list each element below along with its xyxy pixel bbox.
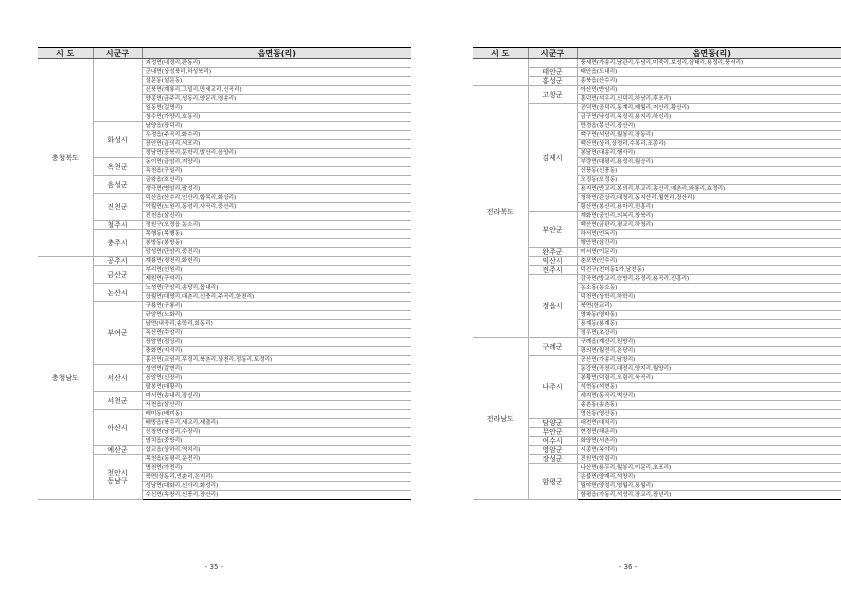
eupmyeondong-cell: 양종면(금주리,성동리,양문리,영송리) (142, 95, 411, 104)
sigungu-cell (93, 59, 142, 122)
table-row (38, 59, 411, 68)
eupmyeondong-cell: 충화면(지석리) (142, 347, 411, 356)
sigungu-cell: 예산군 (93, 446, 142, 455)
eupmyeondong-cell: 계화면(궁안리,의복리,창북리) (577, 212, 841, 221)
eupmyeondong-cell: 배방읍(북수리,세교리,세출리) (142, 419, 411, 428)
eupmyeondong-cell: 앙성면(단암리,중전리) (142, 248, 411, 257)
sigungu-cell: 익산시 (528, 257, 577, 266)
eupmyeondong-cell: 북면(한교리) (577, 302, 841, 311)
sigungu-cell: 영암군 (528, 446, 577, 455)
sigungu-cell: 서천군 (93, 392, 142, 410)
region-table-left (38, 47, 411, 500)
eupmyeondong-cell: 북면(상동리,연춘리,은지리) (142, 473, 411, 482)
table-row (38, 122, 411, 131)
sigungu-cell (528, 59, 577, 68)
eupmyeondong-cell: 신북면(계룡리,그밀리,만세교리,신곡리) (142, 86, 411, 95)
table-row (38, 176, 411, 185)
header-sigungu: 시군구 (528, 48, 577, 59)
eupmyeondong-cell: 생극면(병암리,팔성리) (142, 185, 411, 194)
sido-cell: 충청북도 (38, 59, 93, 257)
table-row (38, 392, 411, 401)
sigungu-cell: 공주시 (93, 257, 142, 266)
eupmyeondong-cell: 화양면(서촌리) (577, 437, 841, 446)
eupmyeondong-cell: 구룡면(구룡리) (142, 302, 411, 311)
eupmyeondong-cell: 장암면(점상리) (142, 338, 411, 347)
eupmyeondong-cell: 황산면(봉산리,용마리,진흥리) (577, 203, 841, 212)
eupmyeondong-cell: 현경면(해운리) (577, 428, 841, 437)
eupmyeondong-cell: 춘포면(인수리) (577, 257, 841, 266)
sigungu-cell: 음성군 (93, 176, 142, 194)
eupmyeondong-cell: 정남면(공북리,문학리,발산리,음양리) (142, 149, 411, 158)
eupmyeondong-cell: 공산면(가송리,남창리) (577, 356, 841, 365)
eupmyeondong-cell: 아산면(반암리) (577, 86, 841, 95)
eupmyeondong-cell: 청수면(가양리,호동리) (142, 113, 411, 122)
eupmyeondong-cell: 목천읍(동평리,운전리) (142, 455, 411, 464)
eupmyeondong-cell: 성연면(갈현리) (142, 365, 411, 374)
eupmyeondong-cell: 남면(내곡리,송학리,회동리) (142, 320, 411, 329)
eupmyeondong-cell: 염치읍(중방리) (142, 437, 411, 446)
header-sigungu: 시군구 (93, 48, 142, 59)
eupmyeondong-cell: 월야면(양정리,영월리,용월리) (577, 482, 841, 491)
table-row (38, 284, 411, 293)
eupmyeondong-cell: 음암면(신장리) (142, 374, 411, 383)
table-row (38, 257, 411, 266)
eupmyeondong-cell: 봉남면(대송리,행사리) (577, 149, 841, 158)
eupmyeondong-cell: 옥산면(수암리) (142, 329, 411, 338)
eupmyeondong-cell: 흥덕면(석우리,신덕리,하남리,후포리) (577, 95, 841, 104)
eupmyeondong-cell: 제원면(구억리) (142, 275, 411, 284)
sigungu-cell: 태안군 (528, 68, 577, 77)
eupmyeondong-cell: 남양읍(장덕리) (142, 122, 411, 131)
table-header-row (38, 48, 411, 59)
table-row (38, 221, 411, 230)
sigungu-cell: 진천군 (93, 194, 142, 221)
sigungu-cell: 서산시 (93, 365, 142, 392)
eupmyeondong-cell: 세지면(동곡리,벽산리) (577, 392, 841, 401)
table-row (473, 338, 841, 347)
sigungu-cell: 김제시 (528, 104, 577, 212)
eupmyeondong-cell: 배미동(배미동) (142, 410, 411, 419)
eupmyeondong-cell: 홍북읍(산수리) (577, 77, 841, 86)
sido-cell (473, 59, 528, 86)
eupmyeondong-cell: 백산면(금판리,평교리,하청리) (577, 221, 841, 230)
eupmyeondong-cell: 태안읍(도내리) (577, 68, 841, 77)
eupmyeondong-cell: 신창면(남성리,수장리) (142, 428, 411, 437)
eupmyeondong-cell: 동이면(금암리,지양리) (142, 158, 411, 167)
eupmyeondong-cell: 함평읍(가동리,석성리,장교리,장년리) (577, 491, 841, 500)
table-row (38, 410, 411, 419)
header-sido: 시 도 (473, 48, 528, 59)
table-row (473, 455, 841, 464)
eupmyeondong-cell: 마서면(송내리,장선리) (142, 392, 411, 401)
page-number-left: - 35 - (204, 563, 224, 571)
table-row (473, 59, 841, 68)
right-page (473, 47, 841, 500)
eupmyeondong-cell: 홍산면(교원리,무정리,북촌리,상천리,정동리,토정리) (142, 356, 411, 365)
sigungu-cell: 고창군 (528, 86, 577, 104)
eupmyeondong-cell: 정우면(초강리) (577, 329, 841, 338)
sigungu-cell: 홍성군 (528, 77, 577, 86)
eupmyeondong-cell: 진천읍(삼신리) (142, 212, 411, 221)
eupmyeondong-cell: 병천면(가전리) (142, 464, 411, 473)
sido-cell: 전라북도 (473, 86, 528, 338)
eupmyeondong-cell: 신풍동(신풍동) (577, 167, 841, 176)
eupmyeondong-cell: 성남면(대화리,신사리,화성리) (142, 482, 411, 491)
table-row (473, 437, 841, 446)
table-row (473, 419, 841, 428)
table-row (38, 365, 411, 374)
eupmyeondong-cell: 손불면(양재리,석창리) (577, 473, 841, 482)
eupmyeondong-cell: 일동면(길명리) (142, 104, 411, 113)
eupmyeondong-cell: 옥천읍(구일리) (142, 167, 411, 176)
eupmyeondong-cell: 덕진구(전미동1가,남전동) (577, 266, 841, 275)
eupmyeondong-cell: 나산면(용두리,월봉리,이문리,초포리) (577, 464, 841, 473)
eupmyeondong-cell: 금왕읍(호산리) (142, 176, 411, 185)
eupmyeondong-cell: 이월면(노원리,동성리,사곡리,중산리) (142, 203, 411, 212)
eupmyeondong-cell: 수신면(속창리,신풍리,장산리) (142, 491, 411, 500)
sigungu-cell: 천안시 동남구 (93, 455, 142, 500)
eupmyeondong-cell: 장안면(금의리,석포리) (142, 140, 411, 149)
table-row (473, 68, 841, 77)
eupmyeondong-cell: 삽교읍(상하리,역치리) (142, 446, 411, 455)
eupmyeondong-cell: 정원구(오정읍 농소리) (142, 221, 411, 230)
eupmyeondong-cell: 규암면(노화리) (142, 311, 411, 320)
eupmyeondong-cell: 설문동(설문동) (142, 77, 411, 86)
sigungu-cell: 부안군 (528, 212, 577, 248)
eupmyeondong-cell: 하서면(언독리) (577, 230, 841, 239)
sido-cell: 충청남도 (38, 257, 93, 500)
page-number-right: - 36 - (618, 563, 638, 571)
eupmyeondong-cell: 용계동(용계동) (577, 320, 841, 329)
sido-cell: 전라남도 (473, 338, 528, 500)
table-body-left (38, 59, 411, 500)
eupmyeondong-cell: 괴정면(내정리,판동리) (142, 59, 411, 68)
sigungu-cell: 전주시 (528, 266, 577, 275)
eupmyeondong-cell: 부량면(대평리,용성리,월승리) (577, 158, 841, 167)
table-row (38, 266, 411, 275)
eupmyeondong-cell: 덕산읍(산수리,인산리,합목리,화상리) (142, 194, 411, 203)
eupmyeondong-cell: 계룡면(경천리,화헌리) (142, 257, 411, 266)
eupmyeondong-cell: 영산동(영산동) (577, 410, 841, 419)
eupmyeondong-cell: 목행동(목행동) (142, 230, 411, 239)
region-table-right (473, 47, 841, 500)
table-row (473, 446, 841, 455)
eupmyeondong-cell: 동강면(곡천리,대전리,양지리,월양리) (577, 365, 841, 374)
header-sido: 시 도 (38, 48, 93, 59)
sigungu-cell: 무안군 (528, 428, 577, 437)
header-names: 읍면동(리) (142, 48, 411, 59)
sigungu-cell: 충주시 (93, 230, 142, 257)
eupmyeondong-cell: 감곡면(방교리,승방리,유정리,용곡리,진흥리) (577, 275, 841, 284)
table-row (38, 446, 411, 455)
table-row (473, 212, 841, 221)
sigungu-cell: 담양군 (528, 419, 577, 428)
eupmyeondong-cell: 이서면(이문리) (577, 248, 841, 257)
sigungu-cell: 논산시 (93, 284, 142, 302)
eupmyeondong-cell: 오정동(오정동) (577, 176, 841, 185)
eupmyeondong-cell: 군내면(상성북리,하성북리) (142, 68, 411, 77)
eupmyeondong-cell: 금구면(낙성리,옥성리,용지리,하신리) (577, 113, 841, 122)
table-row (473, 428, 841, 437)
table-row (473, 104, 841, 113)
table-row (473, 356, 841, 365)
eupmyeondong-cell: 대전면(대치리) (577, 419, 841, 428)
eupmyeondong-cell: 만경읍(몽산리,장산리) (577, 122, 841, 131)
eupmyeondong-cell: 진원면(학림리) (577, 455, 841, 464)
eupmyeondong-cell: 공덕면(공덕리,동계리,제월리,저산리,황산리) (577, 104, 841, 113)
table-row (38, 302, 411, 311)
table-row (38, 194, 411, 203)
eupmyeondong-cell: 우정읍(주곡리,화수리) (142, 131, 411, 140)
sigungu-cell: 화성시 (93, 122, 142, 158)
eupmyeondong-cell: 백산면(상리,상정리,수록리,조종리) (577, 140, 841, 149)
sigungu-cell: 정읍시 (528, 275, 577, 338)
table-row (473, 266, 841, 275)
eupmyeondong-cell: 시종면(옥야리) (577, 446, 841, 455)
eupmyeondong-cell: 청하면(관상리,대청리,동지산리,월현리,장산리) (577, 194, 841, 203)
eupmyeondong-cell: 농소동(농소동) (577, 284, 841, 293)
eupmyeondong-cell: 석현동(석현동) (577, 383, 841, 392)
eupmyeondong-cell: 행안면(삼간리) (577, 239, 841, 248)
sigungu-cell: 청주시 (93, 221, 142, 230)
eupmyeondong-cell: 봉황면(덕림리,오림리,욱곡리) (577, 374, 841, 383)
table-row (473, 275, 841, 284)
sigungu-cell: 부여군 (93, 302, 142, 365)
table-row (38, 158, 411, 167)
table-row (473, 257, 841, 266)
table-row (473, 86, 841, 95)
sigungu-cell: 구례군 (528, 338, 577, 356)
eupmyeondong-cell: 광의면(월전리,온당리) (577, 347, 841, 356)
sigungu-cell: 장성군 (528, 455, 577, 464)
header-names: 읍면동(리) (577, 48, 841, 59)
sigungu-cell: 완주군 (528, 248, 577, 257)
eupmyeondong-cell: 영파동(영파동) (577, 311, 841, 320)
table-body-right (473, 59, 841, 500)
sigungu-cell: 금산군 (93, 266, 142, 284)
eupmyeondong-cell: 봉방동(봉방동) (142, 239, 411, 248)
eupmyeondong-cell: 상월면(대명리,대촌리,신충리,주곡리,한천리) (142, 293, 411, 302)
sigungu-cell: 옥천군 (93, 158, 142, 176)
table-row (473, 464, 841, 473)
eupmyeondong-cell: 풍세면(가송리,남관리,두남리,미죽리,보성리,삼태리,용정리,풍서리) (577, 59, 841, 68)
table-row (473, 248, 841, 257)
left-page (38, 47, 411, 500)
eupmyeondong-cell: 서천읍(삼산리) (142, 401, 411, 410)
eupmyeondong-cell: 덕천면(상학리,하학리) (577, 293, 841, 302)
table-header-row (473, 48, 841, 59)
sigungu-cell: 함평군 (528, 464, 577, 500)
eupmyeondong-cell: 팔봉면(대황리) (142, 383, 411, 392)
table-row (473, 77, 841, 86)
eupmyeondong-cell: 구례읍(계산리,원방리) (577, 338, 841, 347)
eupmyeondong-cell: 부리면(선원리) (142, 266, 411, 275)
sigungu-cell: 여수시 (528, 437, 577, 446)
sigungu-cell: 나주시 (528, 356, 577, 419)
table-row (38, 230, 411, 239)
eupmyeondong-cell: 용지면(반교리,봉의리,부교리,송산리,예촌리,와룡리,효정리) (577, 185, 841, 194)
table-row (38, 455, 411, 464)
eupmyeondong-cell: 송촌동(송촌동) (577, 401, 841, 410)
eupmyeondong-cell: 노성면(구암리,송당리,읍내리) (142, 284, 411, 293)
sigungu-cell: 아산시 (93, 410, 142, 446)
eupmyeondong-cell: 백구면(석담리,월봉리,장동리) (577, 131, 841, 140)
